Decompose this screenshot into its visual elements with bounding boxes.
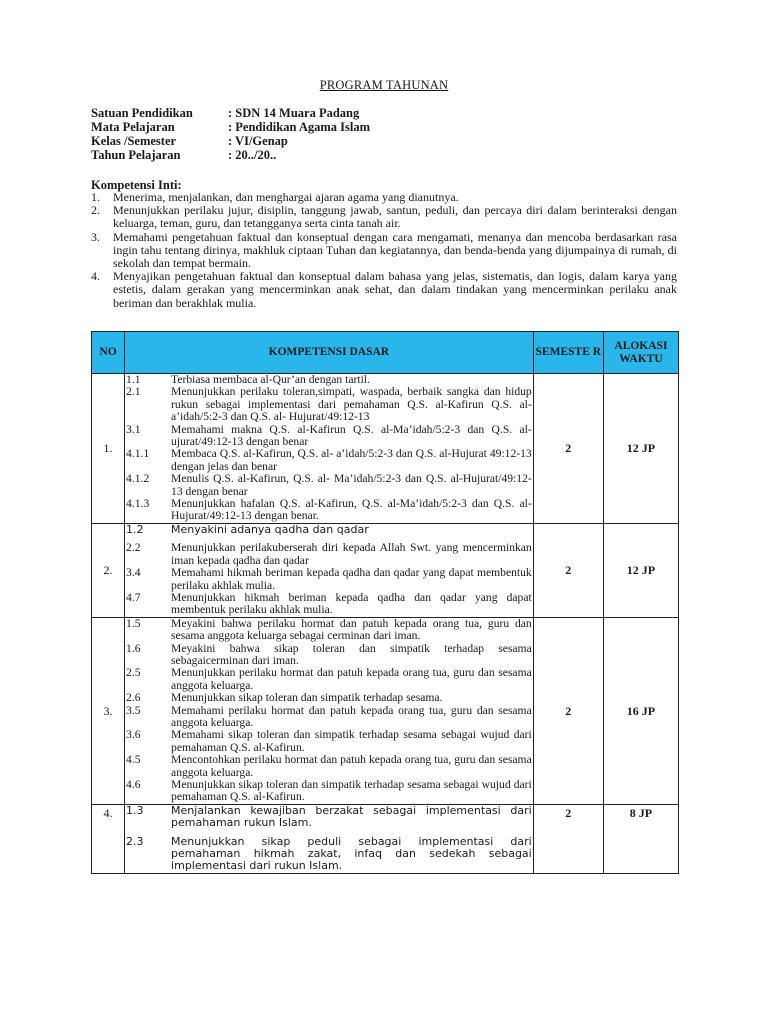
kompetensi-dasar-cell bbox=[125, 804, 534, 873]
list-item-number: 2. bbox=[91, 203, 100, 218]
table-row bbox=[92, 617, 679, 804]
kd-text: Mencontohkan perilaku hormat dan patuh kepada orang tua, guru dan sesama anggota keluarga. bbox=[171, 753, 532, 779]
kd-text: Memahami makna Q.S. al-Kafirun Q.S. al-Ma’idah/5:2-3 dan Q.S. al- ujurat/49:12-13 dengan benar bbox=[171, 422, 532, 449]
kd-text: Menunjukkan sikap toleran dan simpatik terhadap sesama sebagai wujud dari pemahaman Q.S. al-Kafirun. bbox=[171, 778, 532, 804]
kd-code: 2.2 bbox=[126, 541, 141, 555]
kd-text: Menunjukkan perilaku toleran,simpati, waspada, berbaik sangka dan hidup rukun sebagai implementasi dari pemahaman Q.S. al-Kafirun Q.S. al- a’idah/5:2-3 dan Q.S. al- Hujurat/49:12-13 bbox=[171, 385, 532, 424]
kd-code: 1.3 bbox=[126, 803, 144, 817]
alokasi-waktu-cell: 12 JP bbox=[603, 523, 678, 617]
kd-item bbox=[125, 524, 533, 536]
alokasi-waktu-cell: 12 JP bbox=[603, 374, 678, 524]
kd-text: Memahami perilaku hormat dan patuh kepada orang tua, guru dan sesama anggota keluarga. bbox=[171, 703, 532, 729]
kd-item bbox=[125, 542, 533, 567]
list-item-number: 3. bbox=[91, 229, 100, 244]
kompetensi-dasar-cell bbox=[125, 523, 534, 617]
kd-code: 3.4 bbox=[126, 566, 141, 580]
kd-item bbox=[125, 592, 533, 617]
row-number: 3. bbox=[92, 617, 125, 804]
list-item-text: Menunjukkan perilaku jujur, disiplin, tanggung jawab, santun, peduli, dan percaya diri dalam berinteraksi dengan keluarga, teman, guru, dan tetangganya serta cinta tanah air. bbox=[113, 203, 677, 231]
kd-item bbox=[125, 386, 533, 423]
kd-code: 4.1.2 bbox=[126, 472, 150, 486]
table-row bbox=[92, 804, 679, 873]
header-alokasi-waktu: ALOKASI WAKTU bbox=[603, 332, 678, 374]
info-label: Mata Pelajaran bbox=[91, 120, 175, 134]
kd-code: 1.2 bbox=[126, 522, 144, 536]
alokasi-waktu-cell: 16 JP bbox=[603, 617, 678, 804]
semester-cell: 2 bbox=[533, 374, 603, 524]
kd-text: Membaca Q.S. al-Kafirun, Q.S. al- a’idah/5:2-3 dan Q.S. al-Hujurat 49:12-13 dengan jelas dan benar bbox=[171, 447, 532, 473]
kd-text: Menunjukkan perilaku hormat dan patuh kepada orang tua, guru dan sesama anggota keluarga. bbox=[171, 666, 532, 692]
kd-item bbox=[125, 667, 533, 692]
kd-code: 3.1 bbox=[126, 422, 141, 436]
list-item-text: Menerima, menjalankan, dan menghargai ajaran agama yang dianutnya. bbox=[113, 190, 459, 204]
list-item-number: 1. bbox=[91, 190, 100, 204]
kd-code: 4.5 bbox=[126, 753, 141, 767]
kd-item bbox=[125, 424, 533, 449]
table-row bbox=[92, 523, 679, 617]
info-label: Satuan Pendidikan bbox=[91, 106, 193, 120]
kd-item bbox=[125, 729, 533, 754]
kd-text: Menunjukkan sikap peduli sebagai implementasi dari pemahaman hikmah zakat, infaq dan sedekah sebagai implementasi dari rukun Islam. bbox=[171, 834, 532, 873]
row-number: 2. bbox=[92, 523, 125, 617]
kd-item bbox=[125, 836, 533, 873]
list-item-text: Menyajikan pengetahuan faktual dan konseptual dalam bahasa yang jelas, sistematis, dan logis, dalam karya yang estetis, dalam gerakan yang mencerminkan anak sehat, dan dalam tindakan yang mencerminkan perilaku anak beriman dan berakhlak mulia. bbox=[113, 269, 677, 310]
kd-code: 4.7 bbox=[126, 590, 141, 604]
kompetensi-inti-heading: Kompetensi Inti: bbox=[91, 178, 182, 192]
kd-item bbox=[125, 448, 533, 473]
document-info bbox=[91, 106, 370, 162]
kd-text: Meyakini bahwa perilaku hormat dan patuh kepada orang tua, guru dan sesama anggota keluarga sebagai cerminan dari iman. bbox=[171, 616, 532, 643]
kd-item bbox=[125, 473, 533, 498]
kd-text: Terbiasa membaca al-Qur’an dengan tartil. bbox=[171, 373, 370, 386]
kd-code: 4.1.1 bbox=[126, 447, 150, 461]
kd-item bbox=[125, 618, 533, 643]
alokasi-waktu-cell: 8 JP bbox=[603, 804, 678, 873]
kd-code: 3.6 bbox=[126, 728, 141, 742]
kd-text: Menulis Q.S. al-Kafirun, Q.S. al- Ma’idah/5:2-3 dan Q.S. al-Hujurat/49:12-13 dengan benar bbox=[171, 472, 532, 498]
row-number: 4. bbox=[92, 804, 125, 873]
kompetensi-dasar-cell bbox=[125, 374, 534, 524]
info-row-kelas bbox=[91, 134, 370, 148]
page-title: PROGRAM TAHUNAN bbox=[319, 78, 449, 92]
table-row bbox=[92, 374, 679, 524]
kd-text: Memahami sikap toleran dan simpatik terhadap sesama sebagai wujud dari pemahaman Q.S. al-Kafirun. bbox=[171, 728, 532, 754]
header-semester: SEMESTE R bbox=[533, 332, 603, 374]
kd-code: 4.6 bbox=[126, 778, 141, 791]
kd-item bbox=[125, 567, 533, 592]
kd-code: 2.3 bbox=[126, 834, 144, 848]
kompetensi-inti-list bbox=[91, 191, 677, 310]
list-item bbox=[91, 204, 677, 230]
kd-text: Menunjukkan hikmah beriman kepada qadha dan qadar yang dapat membentuk perilaku akhlak mulia. bbox=[171, 590, 532, 617]
info-row-satuan bbox=[91, 106, 370, 120]
kd-text: Menunjukkan perilakuberserah diri kepada Allah Swt. yang mencerminkan iman kepada qadha dan qadar bbox=[171, 541, 532, 567]
list-item-text: Memahami pengetahuan faktual dan konseptual dengan cara mengamati, menanya dan mencoba berdasarkan rasa ingin tahu tentang dirinya, makhluk ciptaan Tuhan dan kegiatannya, dan benda-benda yang dijumpainya di rumah, di sekolah dan tempat bermain. bbox=[113, 229, 677, 271]
kd-text: Memahami hikmah beriman kepada qadha dan qadar yang dapat membentuk perilaku akhlak mulia. bbox=[171, 566, 532, 592]
kd-code: 3.5 bbox=[126, 703, 141, 717]
info-label: Kelas /Semester bbox=[91, 134, 177, 148]
semester-cell: 2 bbox=[533, 523, 603, 617]
kd-item bbox=[125, 779, 533, 804]
kd-code: 1.6 bbox=[126, 641, 141, 655]
kd-item bbox=[125, 805, 533, 830]
kd-text: Menjalankan kewajiban berzakat sebagai implementasi dari pemahaman rukun Islam. bbox=[171, 803, 532, 830]
info-value: : SDN 14 Muara Padang bbox=[228, 106, 360, 120]
info-value: : Pendidikan Agama Islam bbox=[228, 120, 371, 134]
info-label: Tahun Pelajaran bbox=[91, 148, 181, 162]
kd-code: 2.1 bbox=[126, 385, 141, 399]
semester-cell: 2 bbox=[533, 617, 603, 804]
header-no: NO bbox=[92, 332, 125, 374]
list-item-number: 4. bbox=[91, 269, 100, 284]
kd-text: Menunjukkan sikap toleran dan simpatik terhadap sesama. bbox=[171, 691, 443, 705]
kompetensi-dasar-cell bbox=[125, 617, 534, 804]
kd-text: Menunjukkan hafalan Q.S. al-Kafirun, Q.S. al-Ma’idah/5:2-3 dan Q.S. al-Hujurat/49:12-13 dengan benar. bbox=[171, 497, 532, 523]
kd-item bbox=[125, 498, 533, 523]
header-kompetensi-dasar: KOMPETENSI DASAR bbox=[125, 332, 534, 374]
kd-code: 1.1 bbox=[126, 373, 141, 386]
kd-code: 2.5 bbox=[126, 666, 141, 680]
table-header-row bbox=[92, 332, 679, 374]
kd-item bbox=[125, 754, 533, 779]
row-number: 1. bbox=[92, 374, 125, 524]
list-item bbox=[91, 270, 677, 310]
list-item bbox=[91, 231, 677, 271]
kd-code: 1.5 bbox=[126, 616, 141, 630]
kd-code: 4.1.3 bbox=[126, 497, 150, 511]
kd-item bbox=[125, 705, 533, 730]
kd-item bbox=[125, 692, 533, 704]
semester-cell: 2 bbox=[533, 804, 603, 873]
kd-code: 2.6 bbox=[126, 691, 141, 705]
info-value: : VI/Genap bbox=[228, 134, 288, 148]
info-row-mapel bbox=[91, 120, 370, 134]
kd-item bbox=[125, 643, 533, 668]
kd-text: Menyakini adanya qadha dan qadar bbox=[171, 522, 369, 536]
info-row-tahun bbox=[91, 148, 370, 162]
info-value: : 20../20.. bbox=[228, 148, 277, 162]
kd-text: Meyakini bahwa sikap toleran dan simpatik terhadap sesama sebagaicerminan dari iman. bbox=[171, 641, 532, 667]
kompetensi-dasar-table bbox=[91, 331, 679, 874]
